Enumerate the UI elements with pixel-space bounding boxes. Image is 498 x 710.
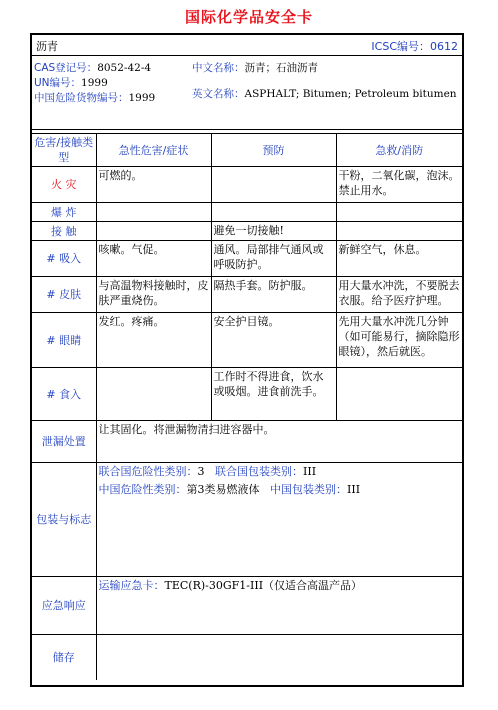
row-fire — [32, 167, 462, 203]
row-packaging — [32, 463, 462, 577]
card-header — [32, 35, 462, 56]
inhalation-symptom: 咳嗽。气促。 — [96, 241, 211, 277]
eyes-label: # 眼睛 — [32, 313, 96, 368]
skin-symptom: 与高温物料接触时，皮肤严重烧伤。 — [96, 277, 211, 313]
contact-prevention: 避免一切接触! — [211, 222, 336, 241]
identifiers-block — [32, 56, 462, 130]
cn-name-label: 中文名称： — [192, 62, 245, 74]
storage-label: 储存 — [32, 635, 96, 680]
skin-firstaid: 用大量水冲洗，不要脱去衣服。给予医疗护理。 — [336, 277, 462, 313]
inhalation-label: # 吸入 — [32, 241, 96, 277]
row-storage — [32, 635, 462, 680]
un-class-line — [99, 464, 461, 479]
packaging-content — [96, 463, 462, 577]
fire-symptom: 可燃的。 — [96, 167, 211, 203]
cn-danger-line — [34, 90, 155, 105]
un-pack-value: III — [303, 465, 317, 478]
un-class-label: 联合国危险性类别： — [98, 465, 198, 478]
icsc-number: ICSC编号：0612 — [371, 40, 458, 53]
col-hazard-type: 危害/接触类型 — [32, 134, 96, 167]
eyes-prevention: 安全护目镜。 — [211, 313, 336, 368]
contact-symptom — [96, 222, 211, 241]
row-eyes — [32, 313, 462, 368]
row-skin — [32, 277, 462, 313]
cn-danger-value: 1999 — [128, 92, 156, 104]
col-prevention: 预防 — [211, 134, 336, 167]
cas-value: 8052-42-4 — [97, 62, 152, 74]
cn-class-value: 第3类易燃液体 — [186, 483, 260, 496]
inhalation-prevention: 通风。局部排气通风或呼吸防护。 — [211, 241, 336, 277]
explosion-symptom — [96, 203, 211, 222]
fire-label: 火 灾 — [32, 167, 96, 203]
col-first-aid: 急救/消防 — [336, 134, 462, 167]
cas-label: CAS登记号： — [34, 62, 98, 74]
skin-label: # 皮肤 — [32, 277, 96, 313]
card-title: 国际化学品安全卡 — [184, 8, 313, 26]
row-contact — [32, 222, 462, 241]
skin-prevention: 隔热手套。防护服。 — [211, 277, 336, 313]
emergency-card-line — [99, 578, 461, 593]
fire-firstaid: 干粉，二氧化碳，泡沫。禁止用水。 — [336, 167, 462, 203]
un-pack-label: 联合国包装类别： — [215, 465, 303, 478]
en-name-value: ASPHALT; Bitumen; Petroleum bitumen — [244, 88, 457, 100]
cn-pack-label: 中国包装类别： — [270, 483, 347, 496]
cn-pack-value: III — [347, 483, 361, 496]
contact-firstaid — [336, 222, 462, 241]
column-header-row — [32, 134, 462, 167]
cn-danger-label: 中国危险货物编号： — [34, 92, 129, 104]
explosion-firstaid — [336, 203, 462, 222]
packaging-label: 包装与标志 — [32, 463, 96, 577]
chemical-name: 沥青 — [36, 40, 58, 53]
un-value: 1999 — [81, 77, 108, 89]
safety-card — [30, 33, 464, 687]
row-explosion — [32, 203, 462, 222]
emergency-card-value: TEC(R)-30GF1-III（仅适合高温产品） — [164, 579, 363, 592]
cn-name-value: 沥青；石油沥青 — [244, 62, 318, 74]
cn-class-label: 中国危险性类别： — [98, 483, 187, 496]
row-ingestion — [32, 368, 462, 421]
en-name-label: 英文名称： — [192, 88, 245, 100]
explosion-prevention — [211, 203, 336, 222]
en-name-line — [192, 86, 457, 101]
spill-label: 泄漏处置 — [32, 421, 96, 463]
hazard-table — [32, 134, 462, 680]
row-spill — [32, 421, 462, 463]
explosion-label: 爆 炸 — [32, 203, 96, 222]
cn-name-line — [192, 60, 318, 75]
un-class-value: 3 — [197, 465, 205, 478]
ingestion-symptom — [96, 368, 211, 421]
eyes-symptom: 发红。疼痛。 — [96, 313, 211, 368]
ingestion-label: # 食入 — [32, 368, 96, 421]
ingestion-firstaid — [336, 368, 462, 421]
emergency-label: 应急响应 — [32, 577, 96, 635]
storage-text — [96, 635, 462, 680]
eyes-firstaid: 先用大量水冲洗几分钟（如可能易行，摘除隐形眼镜），然后就医。 — [336, 313, 462, 368]
ingestion-prevention: 工作时不得进食，饮水或吸烟。进食前洗手。 — [211, 368, 336, 421]
emergency-content — [96, 577, 462, 635]
col-symptoms: 急性危害/症状 — [96, 134, 211, 167]
cn-class-line — [99, 482, 461, 497]
fire-prevention — [211, 167, 336, 203]
spill-text: 让其固化。将泄漏物清扫进容器中。 — [96, 421, 462, 463]
un-line — [34, 75, 108, 90]
cas-line — [34, 60, 151, 75]
inhalation-firstaid: 新鲜空气，休息。 — [336, 241, 462, 277]
un-label: UN编号： — [34, 77, 82, 89]
row-inhalation — [32, 241, 462, 277]
emergency-card-label: 运输应急卡： — [98, 579, 165, 592]
row-emergency — [32, 577, 462, 635]
contact-label: 接 触 — [32, 222, 96, 241]
